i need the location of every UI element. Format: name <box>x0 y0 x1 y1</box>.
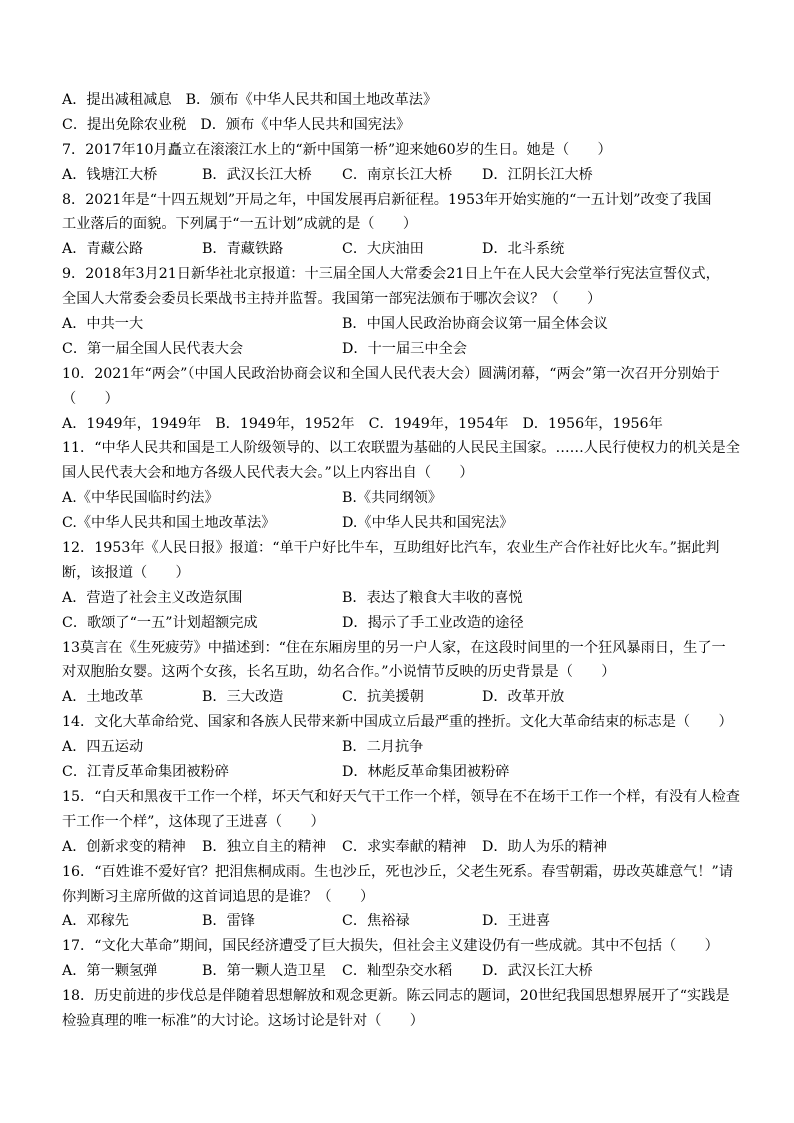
q15-option-b: B．独立自主的精神 <box>202 838 326 855</box>
q7-option-b: B．武汉长江大桥 <box>202 166 312 183</box>
q12-options-row-2 <box>62 611 742 636</box>
q12-option-b: B．表达了粮食大丰收的喜悦 <box>342 589 523 606</box>
q12-option-d: D．揭示了手工业改造的途径 <box>342 614 524 631</box>
q11-options-row-2 <box>62 511 742 536</box>
q10-stem-line-2: （ ） <box>62 390 119 407</box>
q16-options <box>62 909 742 934</box>
q7-option-a: A．钱塘江大桥 <box>62 166 158 183</box>
q10-option-d: D．1956年，1956年 <box>522 415 663 432</box>
q11-stem-line-2: 国人民代表大会和地方各级人民代表大会。”以上内容出自（ ） <box>62 465 474 482</box>
q7-stem: 7．2017年10月矗立在滚滚江水上的“新中国第一桥”迎来她60岁的生日。她是（ ） <box>62 141 612 158</box>
q17-option-b: B．第一颗人造卫星 <box>202 963 326 980</box>
q17-stem-line-1: 17．“文化大革命”期间，国民经济遭受了巨大损失，但社会主义建设仍有一些成就。其中不包括（ ） <box>62 938 719 955</box>
q16-stem-line-1: 16．“百姓谁不爱好官？把泪焦桐成雨。生也沙丘，死也沙丘，父老生死系。春雪朝霜，毋改英雄意气！”请 <box>62 863 734 880</box>
q14-option-c: C．江青反革命集团被粉碎 <box>62 764 229 781</box>
q15-stem-line-1: 15．“白天和黑夜干工作一个样，坏天气和好天气干工作一个样，领导在不在场干工作一个样，有没有人检查 <box>62 788 740 805</box>
q6-option-c: C．提出免除农业税 <box>62 116 187 133</box>
q16-option-b: B．雷锋 <box>202 913 255 930</box>
q9-stem-line-2: 全国人大常委会委员长栗战书主持并监誓。我国第一部宪法颁布于哪次会议？（ ） <box>62 291 602 308</box>
q17-option-c: C．籼型杂交水稻 <box>342 963 453 980</box>
q15-options <box>62 835 742 860</box>
q9-option-d: D．十一届三中全会 <box>342 340 467 357</box>
q14-options-row-2 <box>62 760 742 785</box>
q11-option-c: C.《中华人民共和国土地改革法》 <box>62 515 276 532</box>
q17-option-d: D．武汉长江大桥 <box>482 963 593 980</box>
q13-option-a: A．土地改革 <box>62 689 144 706</box>
q9-option-a: A．中共一大 <box>62 316 144 333</box>
q15-option-d: D．助人为乐的精神 <box>482 838 607 855</box>
q8-option-d: D．北斗系统 <box>482 241 565 258</box>
q16-stem-line-2: 你判断习主席所做的这首词追思的是谁？（ ） <box>62 888 375 905</box>
q17-option-a: A．第一颗氢弹 <box>62 963 158 980</box>
q11-option-b: B.《共同纲领》 <box>342 490 443 507</box>
q13-option-d: D．改革开放 <box>482 689 565 706</box>
q10-option-c: C．1949年，1954年 <box>368 415 509 432</box>
q16-option-d: D．王进喜 <box>482 913 551 930</box>
q14-options-row-1 <box>62 735 742 760</box>
q18-stem-line-1: 18．历史前进的步伐总是伴随着思想解放和观念更新。陈云同志的题词，20世纪我国思想界展开了“实践是 <box>62 988 730 1005</box>
q12-stem-line-1: 12．1953年《人民日报》报道：“单干户好比牛车，互助组好比汽车，农业生产合作社好比火车。”据此判 <box>62 540 720 557</box>
q10-options <box>62 412 742 437</box>
q11-stem-line-1: 11．“中华人民共和国是工人阶级领导的、以工农联盟为基础的人民民主国家。……人民行使权力的机关是全 <box>62 440 740 457</box>
q11-option-d: D.《中华人民共和国宪法》 <box>342 515 514 532</box>
q11-option-a: A.《中华民国临时约法》 <box>62 490 219 507</box>
q13-stem-line-2: 对双胞胎女婴。这两个女孩，长名互助，幼名合作。”小说情节反映的历史背景是（ ） <box>62 664 616 681</box>
q6-options-row-2 <box>62 113 742 138</box>
q8-stem-line-1: 8．2021年是“十四五规划”开局之年，中国发展再启新征程。1953年开始实施的“一五计划”改变了我国 <box>62 191 712 208</box>
q10-option-a: A．1949年，1949年 <box>62 415 202 432</box>
q8-stem-line-2: 工业落后的面貌。下列属于“一五计划”成就的是（ ） <box>62 216 418 233</box>
q15-stem-line-2: 干工作一个样”，这体现了王进喜（ ） <box>62 813 325 830</box>
q14-stem-line-1: 14．文化大革命给党、国家和各族人民带来新中国成立后最严重的挫折。文化大革命结束的标志是（ ） <box>62 714 733 731</box>
question-list <box>62 88 742 1034</box>
q8-options <box>62 237 742 262</box>
q8-option-b: B．青藏铁路 <box>202 241 284 258</box>
q6-options-row-1 <box>62 88 742 113</box>
q8-option-c: C．大庆油田 <box>342 241 424 258</box>
q6-option-d: D．颁布《中华人民共和国宪法》 <box>200 116 411 133</box>
q6-option-b: B．颁布《中华人民共和国土地改革法》 <box>185 92 438 108</box>
q10-option-b: B．1949年，1952年 <box>215 415 355 432</box>
q14-option-a: A．四五运动 <box>62 739 144 756</box>
q7-option-c: C．南京长江大桥 <box>342 166 453 183</box>
q9-option-c: C．第一届全国人民代表大会 <box>62 340 244 357</box>
q12-option-c: C．歌颂了“一五”计划超额完成 <box>62 614 258 631</box>
q11-options-row-1 <box>62 486 742 511</box>
q9-options-row-1 <box>62 312 742 337</box>
q12-options-row-1 <box>62 586 742 611</box>
q18-stem-line-2: 检验真理的唯一标准”的大讨论。这场讨论是针对（ ） <box>62 1012 424 1029</box>
q14-option-d: D．林彪反革命集团被粉碎 <box>342 764 510 781</box>
q14-option-b: B．二月抗争 <box>342 739 424 756</box>
q16-option-a: A．邓稼先 <box>62 913 129 930</box>
q13-option-b: B．三大改造 <box>202 689 284 706</box>
q8-option-a: A．青藏公路 <box>62 241 144 258</box>
q9-option-b: B．中国人民政治协商会议第一届全体会议 <box>342 316 608 333</box>
q16-option-c: C．焦裕禄 <box>342 913 410 930</box>
q7-option-d: D．江阴长江大桥 <box>482 166 593 183</box>
q12-stem-line-2: 断，该报道（ ） <box>62 564 190 581</box>
q15-option-c: C．求实奉献的精神 <box>342 838 467 855</box>
q13-options <box>62 685 742 710</box>
q15-option-a: A．创新求变的精神 <box>62 838 186 855</box>
q12-option-a: A．营造了社会主义改造氛围 <box>62 589 243 606</box>
q13-option-c: C．抗美援朝 <box>342 689 424 706</box>
q10-stem-line-1: 10．2021年“两会”（中国人民政治协商会议和全国人民代表大会）圆满闭幕，“两会”第一次召开分别始于 <box>62 365 720 382</box>
q7-options <box>62 163 742 188</box>
q6-option-a: A．提出减租减息 <box>62 92 172 108</box>
q9-stem-line-1: 9．2018年3月21日新华社北京报道：十三届全国人大常委会21日上午在人民大会堂举行宪法宣誓仪式， <box>62 266 720 283</box>
q17-options <box>62 959 742 984</box>
q13-stem-line-1: 13莫言在《生死疲劳》中描述到：“住在东厢房里的另一户人家，在这段时间里的一个狂风暴雨日，生了一 <box>62 639 726 656</box>
q9-options-row-2 <box>62 337 742 362</box>
